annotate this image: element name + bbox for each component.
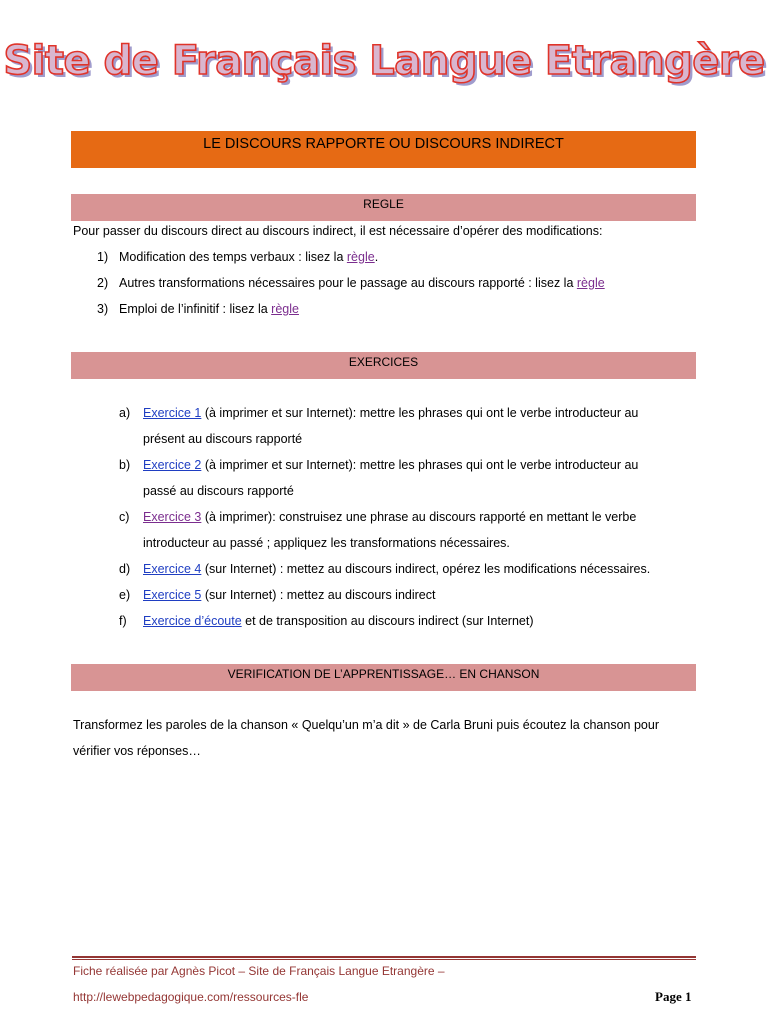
exercise-link[interactable]: Exercice 4 (143, 562, 202, 576)
regle-link[interactable]: règle (576, 276, 605, 290)
regle-banner (71, 194, 696, 221)
exercise-line (143, 406, 638, 420)
regle-item-label: Emploi de l’infinitif : lisez la (119, 302, 272, 316)
regle-item-text (119, 276, 605, 290)
exercise-description: (sur Internet) : mettez au discours indirect, opérez les modifications nécessaires. (201, 562, 651, 576)
regle-link[interactable]: règle (271, 302, 299, 316)
footer-credit: Fiche réalisée par Agnès Picot – Site de Français Langue Etrangère – (73, 964, 445, 978)
exercise-link[interactable]: Exercice 1 (143, 406, 202, 420)
regle-link[interactable]: règle (346, 250, 375, 264)
exercise-line (143, 562, 650, 576)
regle-item-number: 3) (97, 302, 109, 316)
exercise-link[interactable]: Exercice 3 (143, 510, 202, 524)
exercise-line (143, 458, 638, 472)
exercise-description-continued: introducteur au passé ; appliquez les transformations nécessaires. (143, 536, 510, 550)
verification-text-continued: vérifier vos réponses… (73, 744, 201, 758)
exercise-letter: f) (119, 614, 127, 628)
regle-item-suffix: . (374, 250, 379, 264)
exercise-letter: e) (119, 588, 131, 602)
verification-text: Transformez les paroles de la chanson « Quelqu’un m’a dit » de Carla Bruni puis écoutez la chanson pour (73, 718, 659, 732)
exercise-line (143, 614, 533, 628)
main-heading-banner (71, 131, 696, 168)
site-title: Site de Français Langue Etrangère (3, 38, 765, 84)
exercise-letter: d) (119, 562, 131, 576)
exercise-description-continued: passé au discours rapporté (143, 484, 294, 498)
regle-item-number: 1) (97, 250, 109, 264)
exercise-line (143, 588, 435, 602)
page-number: Page 1 (655, 989, 692, 1004)
exercise-description: (sur Internet) : mettez au discours indirect (201, 588, 436, 602)
exercise-letter: c) (119, 510, 130, 524)
exercise-link[interactable]: Exercice 5 (143, 588, 202, 602)
regle-item-number: 2) (97, 276, 109, 290)
exercise-letter: a) (119, 406, 131, 420)
exercices-banner (71, 352, 696, 379)
regle-intro: Pour passer du discours direct au discours indirect, il est nécessaire d’opérer des modifications: (73, 224, 603, 238)
exercise-description: (à imprimer): construisez une phrase au discours rapporté en mettant le verbe (201, 510, 637, 524)
exercise-link[interactable]: Exercice 2 (143, 458, 202, 472)
main-heading: LE DISCOURS RAPPORTE OU DISCOURS INDIRECT (203, 136, 564, 152)
regle-item-label: Modification des temps verbaux : lisez la (119, 250, 347, 264)
exercise-description-continued: présent au discours rapporté (143, 432, 303, 446)
exercise-description: (à imprimer et sur Internet): mettre les phrases qui ont le verbe introducteur au (201, 458, 639, 472)
exercise-description: et de transposition au discours indirect (sur Internet) (241, 614, 534, 628)
regle-item-text (119, 250, 378, 264)
verification-heading: VERIFICATION DE L’APPRENTISSAGE… EN CHANSON (227, 667, 540, 681)
footer-divider (72, 956, 696, 958)
exercise-line (143, 510, 636, 524)
verification-banner (71, 664, 696, 691)
exercise-description: (à imprimer et sur Internet): mettre les phrases qui ont le verbe introducteur au (201, 406, 639, 420)
regle-item-text (119, 302, 299, 316)
footer-url[interactable]: http://lewebpedagogique.com/ressources-fle (73, 990, 309, 1004)
exercices-heading: EXERCICES (348, 355, 419, 369)
exercise-letter: b) (119, 458, 131, 472)
regle-heading: REGLE (363, 197, 404, 211)
footer-divider-thin (72, 959, 696, 960)
regle-item-label: Autres transformations nécessaires pour le passage au discours rapporté : lisez la (119, 276, 577, 290)
exercise-link[interactable]: Exercice d’écoute (143, 614, 242, 628)
